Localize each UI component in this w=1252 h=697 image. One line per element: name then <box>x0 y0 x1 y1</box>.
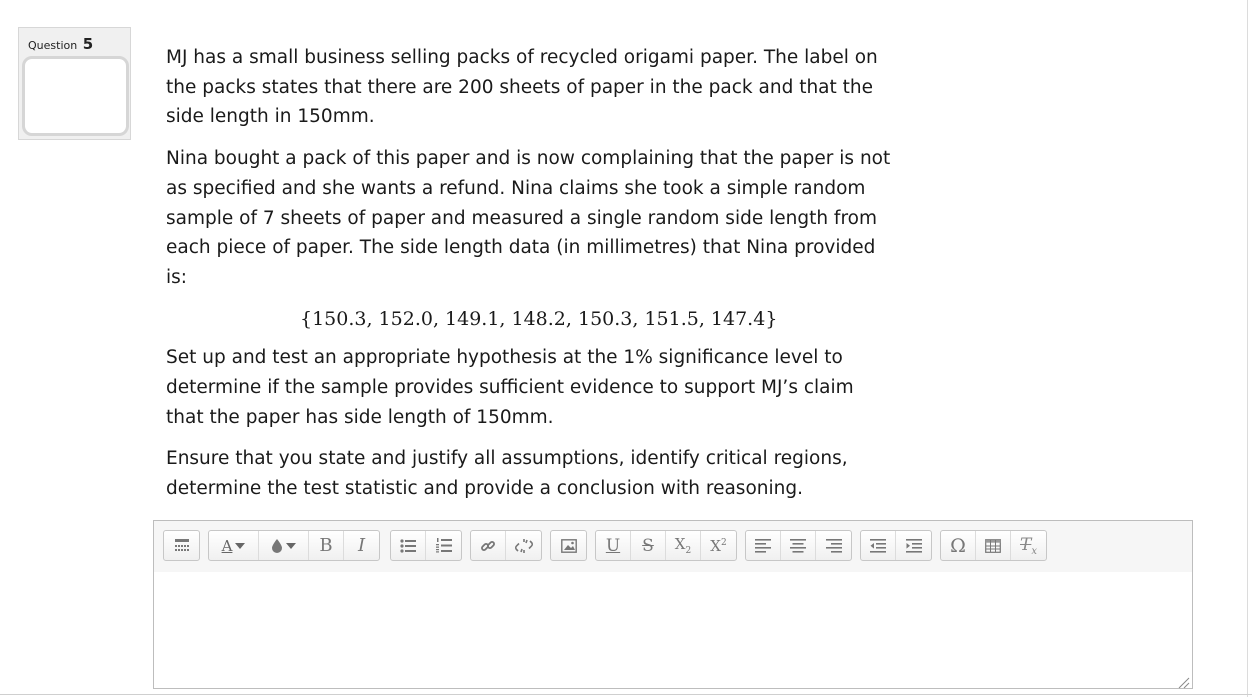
clear-formatting-button[interactable] <box>1011 531 1046 560</box>
link-button[interactable] <box>471 531 506 560</box>
strikethrough-button[interactable] <box>631 531 666 560</box>
subscript-button[interactable] <box>666 531 701 560</box>
question-number-value: 5 <box>82 35 94 53</box>
question-status-box <box>22 56 129 136</box>
superscript-icon: $X^2$ <box>710 536 727 555</box>
page-bottom-border <box>0 694 1252 695</box>
align-center-button[interactable] <box>781 531 816 560</box>
question-paragraph-3: Set up and test an appropriate hypothesis at the 1% significance level to determine if the sample provides sufficient evidence to support MJ’s claim that the paper has side length of 150mm. <box>166 347 854 428</box>
table-icon <box>985 539 1001 553</box>
resize-handle-icon[interactable] <box>1178 674 1190 686</box>
unlink-button[interactable] <box>506 531 541 560</box>
underline-icon: U <box>605 535 621 556</box>
toolbar-group-lists <box>390 530 462 561</box>
superscript-button[interactable] <box>701 531 736 560</box>
table-button[interactable] <box>976 531 1011 560</box>
question-paragraph-4: Ensure that you state and justify all assumptions, identify critical regions, determine the test statistic and provide a conclusion with reasoning. <box>166 448 848 500</box>
ordered-list-icon <box>436 538 452 553</box>
font-color-icon <box>272 539 296 553</box>
special-character-icon: Ω <box>950 534 966 557</box>
font-style-button[interactable] <box>209 531 259 560</box>
italic-icon: I <box>357 535 366 556</box>
special-character-button[interactable] <box>941 531 976 560</box>
toolbar-group-text-decoration <box>595 530 737 561</box>
question-label: Question <box>28 39 78 52</box>
answer-editor <box>153 520 1193 689</box>
toolbar-group-insert <box>940 530 1047 561</box>
answer-text-area[interactable] <box>154 572 1192 688</box>
question-info <box>18 27 131 140</box>
image-button[interactable] <box>551 531 586 560</box>
question-paragraph-1: MJ has a small business selling packs of recycled origami paper. The label on the packs states that there are 200 sheets of paper in the pack and that the side length in 150mm. <box>166 47 878 128</box>
toolbar-group-links <box>470 530 542 561</box>
font-color-button[interactable] <box>259 531 309 560</box>
toolbar-group-toggle <box>163 530 200 561</box>
toolbar-group-image <box>550 530 587 561</box>
question-number <box>28 35 93 53</box>
question-text <box>166 43 896 516</box>
toolbar-toggle-button[interactable] <box>164 531 199 560</box>
strikethrough-icon: S <box>642 535 654 556</box>
toolbar-toggle-icon <box>174 538 190 554</box>
outdent-icon <box>870 539 886 553</box>
align-right-icon <box>826 539 842 553</box>
link-icon <box>480 538 496 554</box>
toolbar-group-indent <box>860 530 932 561</box>
indent-icon <box>906 539 922 553</box>
align-center-icon <box>790 539 806 553</box>
bold-icon: B <box>319 535 333 556</box>
outdent-button[interactable] <box>861 531 896 560</box>
align-right-button[interactable] <box>816 531 851 560</box>
data-set: {150.3, 152.0, 149.1, 148.2, 150.3, 151.5, 147.4} <box>300 307 778 330</box>
subscript-icon: $X_2$ <box>674 535 692 556</box>
unordered-list-button[interactable] <box>391 531 426 560</box>
unordered-list-icon <box>400 539 416 553</box>
toolbar-group-format <box>208 530 380 561</box>
ordered-list-button[interactable] <box>426 531 461 560</box>
question-paragraph-2: Nina bought a pack of this paper and is now complaining that the paper is not as specified and she wants a refund. Nina claims she took a simple random sample of 7 sheets of paper and measured a single random side length from each piece of paper. The side length data (in millimetres) that Nina provided is: <box>166 148 891 288</box>
indent-button[interactable] <box>896 531 931 560</box>
align-left-button[interactable] <box>746 531 781 560</box>
unlink-icon <box>515 538 533 554</box>
align-left-icon <box>755 539 771 553</box>
toolbar-group-align <box>745 530 852 561</box>
font-style-icon: A <box>222 537 246 555</box>
italic-button[interactable] <box>344 531 379 560</box>
image-icon <box>561 539 577 553</box>
editor-toolbar <box>154 521 1192 573</box>
bold-button[interactable] <box>309 531 344 560</box>
clear-formatting-icon: $T_x$ <box>1020 534 1037 557</box>
page-right-border <box>1247 0 1248 697</box>
underline-button[interactable] <box>596 531 631 560</box>
